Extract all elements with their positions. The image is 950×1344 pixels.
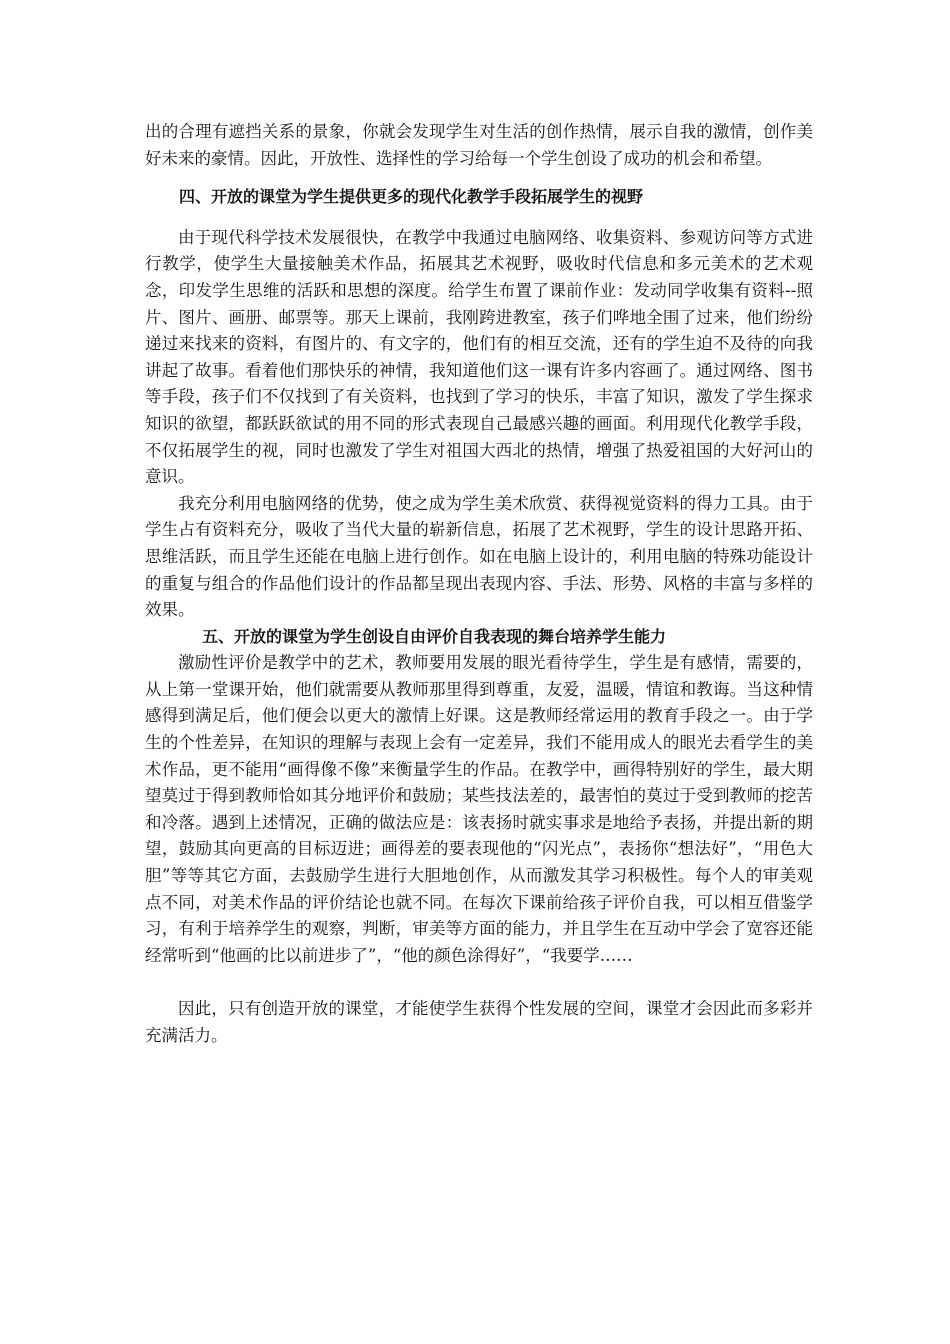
section-four-heading: 四、开放的课堂为学生提供更多的现代化教学手段拓展学生的视野 (179, 187, 644, 207)
section-five-paragraph: 激励性评价是教学中的艺术，教师要用发展的眼光看待学生，学生是有感情，需要的，从上第一堂课开始，他们就需要从教师那里得到尊重，友爱，温暖，情谊和教诲。当这种情感得到满足后，他们便会以更大的激情上好课。这是教师经常运用的教育手段之一。由于学生的个性差异，在知识的理解与表现上会有一定差异，我们不能用成人的眼光去看学生的美术作品，更不能用“画得像不像”来衡量学生的作品。在教学中，画得特别好的学生，最大期望莫过于得到教师恰如其分地评价和鼓励；某些技法差的，最害怕的莫过于受到教师的挖苦和冷落。遇到上述情况，正确的做法应是：该表扬时就实事求是地给予表扬，并提出新的期望，鼓励其向更高的目标迈进；画得差的要表现他的“闪光点”，表扬你“想法好”，“用色大胆”等等其它方面，去鼓励学生进行大胆地创作，从而激发其学习积极性。每个人的审美观点不同，对美术作品的评价结论也就不同。在每次下课前给孩子评价自我，可以相互借鉴学习，有利于培养学生的观察，判断，审美等方面的能力，并且学生在互动中学会了宽容还能经常听到“他画的比以前进步了”，“他的颜色涂得好”，“我要学…… (145, 653, 813, 965)
section-four-paragraph-1: 由于现代科学技术发展很快，在教学中我通过电脑网络、收集资料、参观访问等方式进行教学，使学生大量接触美术作品，拓展其艺术视野，吸收时代信息和多元美术的艺术观念，印发学生思维的活跃和思想的深度。给学生布置了课前作业：发动同学收集有资料--照片、图片、画册、邮票等。那天上课前，我刚跨进教室，孩子们哗地全围了过来，他们纷纷递过来找来的资料，有图片的、有文字的，他们有的相互交流，还有的学生迫不及待的向我讲起了故事。看着他们那快乐的神情，我知道他们这一课有许多内容画了。通过网络、图书等手段，孩子们不仅找到了有关资料，也找到了学习的快乐，丰富了知识，激发了学生探求知识的欲望，都跃跃欲试的用不同的形式表现自己最感兴趣的画面。利用现代化教学手段，不仅拓展学生的视，同时也激发了学生对祖国大西北的热情，增强了热爱祖国的大好河山的意识。 (145, 227, 813, 487)
intro-continuation-paragraph: 出的合理有遮挡关系的景象，你就会发现学生对生活的创作热情，展示自我的激情，创作美好未来的豪情。因此，开放性、选择性的学习给每一个学生创设了成功的机会和希望。 (145, 122, 813, 168)
section-four-paragraph-2: 我充分利用电脑网络的优势，使之成为学生美术欣赏、获得视觉资料的得力工具。由于学生占有资料充分，吸收了当代大量的崭新信息，拓展了艺术视野，学生的设计思路开拓、思维活跃，而且学生还能在电脑上进行创作。如在电脑上设计的，利用电脑的特殊功能设计的重复与组合的作品他们设计的作品都呈现出表现内容、手法、形势、风格的丰富与多样的效果。 (145, 493, 813, 620)
section-five-heading: 五、开放的课堂为学生创设自由评价自我表现的舞台培养学生能力 (202, 626, 667, 646)
document-body (145, 119, 813, 1050)
closing-paragraph: 因此，只有创造开放的课堂，才能使学生获得个性发展的空间，课堂才会因此而多彩并充满活力。 (145, 999, 813, 1045)
